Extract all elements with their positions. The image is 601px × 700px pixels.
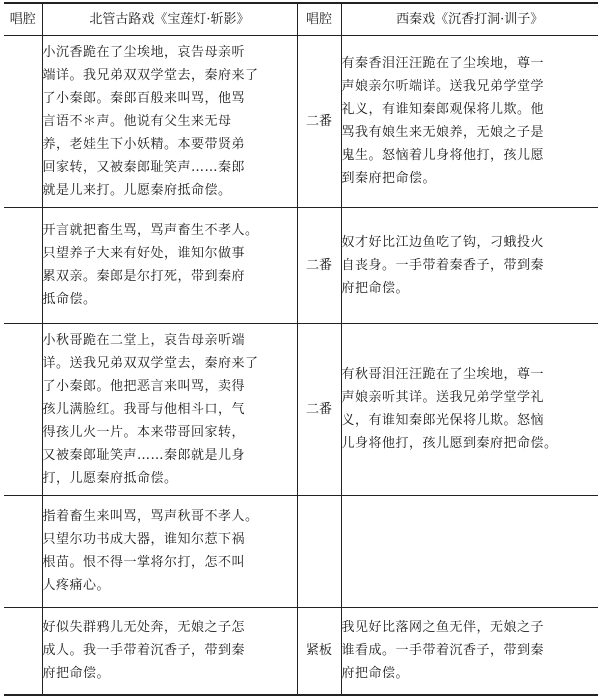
header-beiguan-title: 北管古路戏《宝莲灯·斩影》	[42, 3, 297, 35]
beiguan-lyric: 好似失群鸦儿无处奔，无娘之子怎 成人。我一手带着沉香子，带到秦 府把命偿。	[42, 607, 297, 695]
table-row	[4, 495, 598, 607]
xiqin-lyric: 有秋哥泪汪汪跪在了尘埃地，尊一 声娘亲听其详。送我兄弟学堂学礼 义，有谁知秦郎光保将儿欺。怒恼 儿身将他打，孩儿愿到秦府把命偿。	[341, 323, 598, 495]
beiguan-lyric: 小沉香跪在了尘埃地，哀告母亲听 端详。我兄弟双双学堂去，秦府来了 了小秦郎。秦郎百般来叫骂，他骂 言语不＊声。他说有父生来无母 养，老娃生下小妖精。本要带贤弟 回家转，又被秦郎耻笑声……秦郎 就是儿来打。儿愿秦府抵命偿。	[42, 35, 297, 207]
beiguan-lyric: 小秋哥跪在二堂上，哀告母亲听端 详。送我兄弟双双学堂去，秦府来了 了小秦郎。他把恶言来叫骂，卖得 孩儿满脸红。我哥与他相斗口，气 得孩儿火一片。本来带哥回家转， 又被秦郎耻笑声……秦郎就是儿身 打，儿愿秦府抵命偿。	[42, 323, 297, 495]
beiguan-lyric: 指着畜生来叫骂，骂声秋哥不孝人。 只望尔功书成大器，谁知尔惹下祸 根苗。恨不得一掌将尔打，怎不叫 人疼痛心。	[42, 495, 297, 607]
right-qiang-cell: 二番	[297, 35, 341, 207]
header-row	[4, 3, 598, 35]
xiqin-lyric: 我见好比落网之鱼无伴，无娘之子 谁看成。一手带着沉香子，带到秦 府把命偿。	[341, 607, 598, 695]
table-row	[4, 323, 598, 495]
left-qiang-cell	[4, 323, 42, 495]
xiqin-lyric	[341, 495, 598, 607]
right-qiang-cell	[297, 495, 341, 607]
table-row	[4, 207, 598, 323]
xiqin-lyric: 有秦香泪汪汪跪在了尘埃地，尊一 声娘亲尔听端详。送我兄弟学堂学 礼义，有谁知秦郎观保将儿欺。他 骂我有娘生来无娘养，无娘之子是 鬼生。怒恼着儿身将他打，孩儿愿 到秦府把命偿。	[341, 35, 598, 207]
right-qiang-cell: 二番	[297, 207, 341, 323]
header-xiqin-title: 西秦戏《沉香打洞·训子》	[341, 3, 598, 35]
right-qiang-cell: 紧板	[297, 607, 341, 695]
left-qiang-cell	[4, 35, 42, 207]
beiguan-lyric: 开言就把畜生骂，骂声畜生不孝人。 只望养子大来有好处，谁知尔做事 累双亲。秦郎是尔打死，带到秦府 抵命偿。	[42, 207, 297, 323]
header-right-qiang: 唱腔	[297, 3, 341, 35]
xiqin-lyric: 奴才好比江边鱼吃了钩，刁蛾投火 自丧身。一手带着秦香子，带到秦 府把命偿。	[341, 207, 598, 323]
header-left-qiang: 唱腔	[4, 3, 42, 35]
comparison-table	[4, 2, 598, 696]
left-qiang-cell	[4, 607, 42, 695]
table-row	[4, 35, 598, 207]
right-qiang-cell: 二番	[297, 323, 341, 495]
left-qiang-cell	[4, 207, 42, 323]
left-qiang-cell	[4, 495, 42, 607]
table-row	[4, 607, 598, 695]
